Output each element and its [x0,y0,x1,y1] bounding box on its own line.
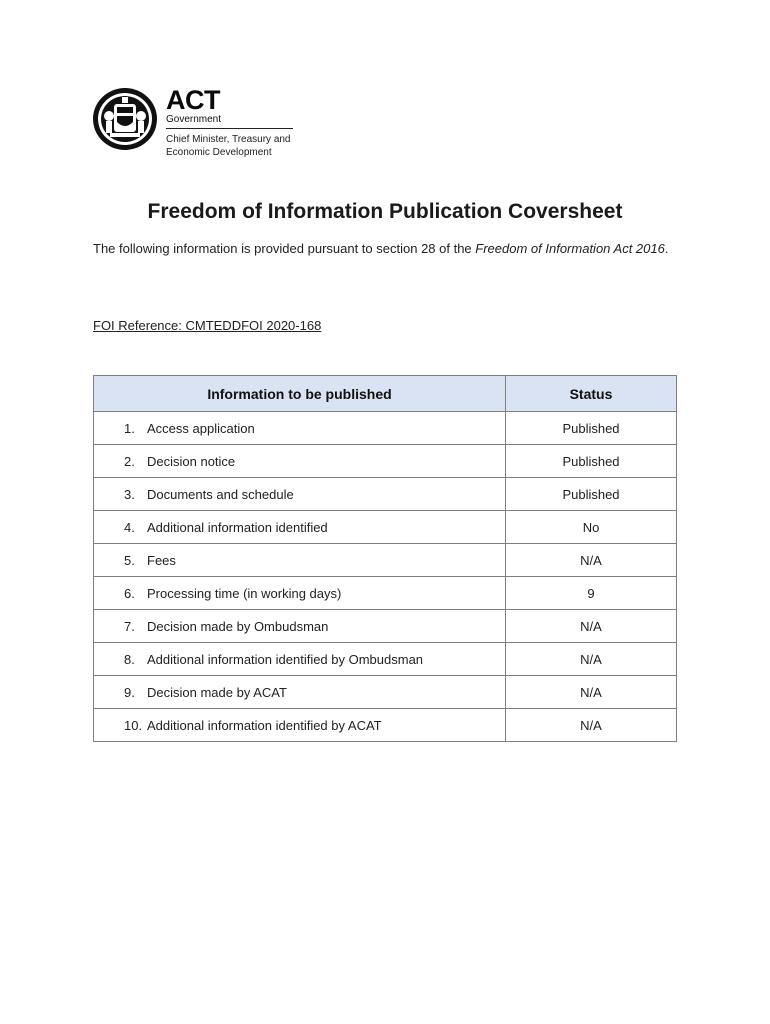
row-status: N/A [506,676,677,709]
intro-prefix: The following information is provided pursuant to section 28 of the [93,241,476,256]
row-label: Processing time (in working days) [147,585,342,601]
table-row [94,643,677,676]
table-row [94,478,677,511]
intro-suffix: . [664,241,669,256]
table-row [94,577,677,610]
row-label: Decision notice [147,453,236,469]
foi-reference: FOI Reference: CMTEDDFOI 2020-168 [93,318,322,333]
row-status: 9 [506,577,677,610]
table-row [94,709,677,742]
table-row [94,544,677,577]
act-crest-icon [92,86,158,152]
row-label: Decision made by ACAT [147,684,287,700]
row-number: 3. [124,486,135,502]
row-number: 1. [124,420,135,436]
publication-table [93,375,677,742]
table-row [94,610,677,643]
logo-government-label: Government [166,114,222,125]
row-number: 4. [124,519,135,535]
table-row [94,412,677,445]
row-label: Decision made by Ombudsman [147,618,329,634]
row-status: Published [506,412,677,445]
table-row [94,511,677,544]
row-number: 9. [124,684,135,700]
row-label: Access application [147,420,255,436]
logo-department [166,133,306,159]
row-item-cell [94,511,506,544]
row-item-cell [94,643,506,676]
row-status: No [506,511,677,544]
row-item-cell [94,544,506,577]
intro-paragraph [93,239,678,259]
row-item-cell [94,709,506,742]
table-row [94,676,677,709]
row-number: 8. [124,651,135,667]
row-item-cell [94,478,506,511]
header-information: Information to be published [94,376,506,412]
logo-wordmark: ACT [166,85,220,115]
row-item-cell [94,610,506,643]
row-label: Additional information identified [147,519,328,535]
row-number: 6. [124,585,135,601]
header-status: Status [506,376,677,412]
row-number: 7. [124,618,135,634]
row-number: 5. [124,552,135,568]
row-label: Additional information identified by ACAT [147,717,382,733]
row-item-cell [94,445,506,478]
act-government-logo [92,84,302,164]
row-number: 2. [124,453,135,469]
logo-divider [166,128,293,129]
table-body [94,412,677,742]
row-label: Documents and schedule [147,486,294,502]
row-item-cell [94,412,506,445]
row-status: N/A [506,610,677,643]
row-status: N/A [506,544,677,577]
row-label: Fees [147,552,176,568]
row-status: Published [506,478,677,511]
row-status: Published [506,445,677,478]
row-status: N/A [506,709,677,742]
page-title: Freedom of Information Publication Coversheet [147,200,623,223]
department-line-2: Economic Development [166,147,272,158]
table-row [94,445,677,478]
department-line-1: Chief Minister, Treasury and [166,134,291,145]
table-header-row [94,376,677,412]
row-number: 10. [124,717,143,733]
row-item-cell [94,577,506,610]
row-item-cell [94,676,506,709]
row-label: Additional information identified by Ombudsman [147,651,424,667]
row-status: N/A [506,643,677,676]
act-name: Freedom of Information Act 2016 [475,241,665,256]
